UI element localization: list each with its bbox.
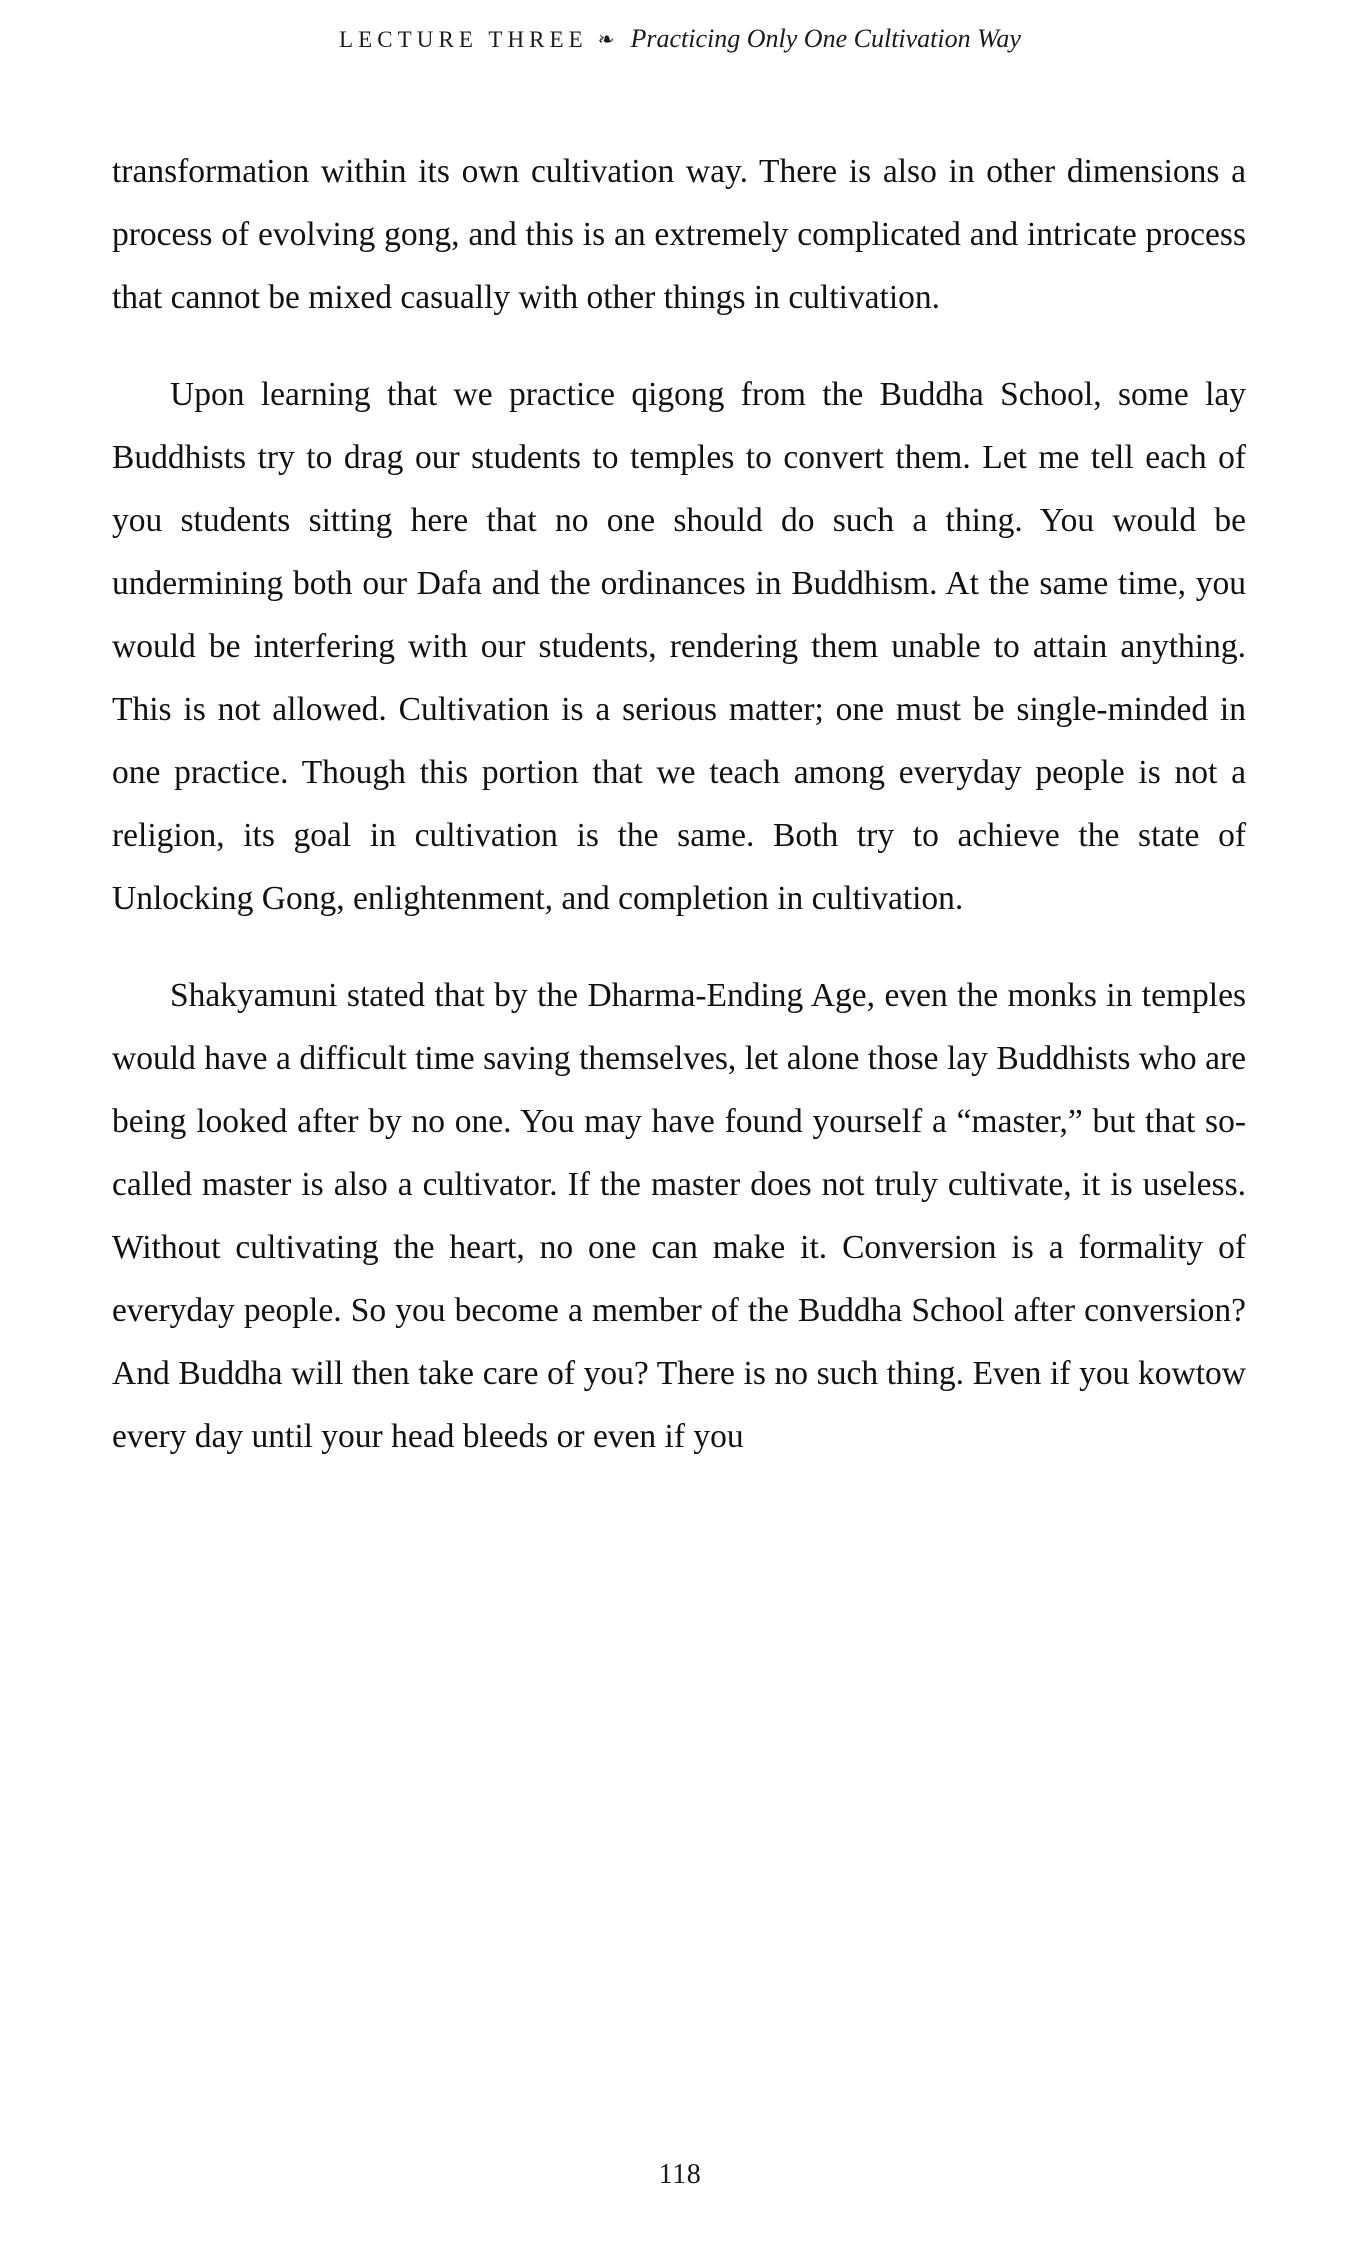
paragraph: Upon learning that we practice qigong from the Buddha School, some lay Buddhists try to drag our students to temples to convert them. Let me tell each of you students sitting here that no one should do such a thing. You would be undermining both our Dafa and the ordinances in Buddhism. At the same time, you would be interfering with our students, rendering them unable to attain anything. This is not allowed. Cultivation is a serious matter; one must be single-minded in one practice. Though this portion that we teach among everyday people is not a religion, its goal in cultivation is the same. Both try to achieve the state of Unlocking Gong, enlightenment, and completion in cultivation. (112, 376, 1246, 917)
running-head-lecture-label: LECTURE THREE (339, 27, 588, 52)
running-head-chapter-title: Practicing Only One Cultivation Way (630, 24, 1021, 53)
paragraph-continued: transformation within its own cultivation way. There is also in other dimensions a process of evolving gong, and this is an extremely complicated and intricate process that cannot be mixed casually with other things in cultivation. (112, 153, 1246, 316)
page-number: 118 (658, 2159, 702, 2190)
paragraph: Shakyamuni stated that by the Dharma-Ending Age, even the monks in temples would have a difficult time saving themselves, let alone those lay Buddhists who are being looked after by no one. You may have found yourself a “master,” but that so-called master is also a cultivator. If the master does not truly cultivate, it is useless. Without cultivating the heart, no one can make it. Conversion is a formality of everyday people. So you become a member of the Buddha School after conversion? And Buddha will then take care of you? There is no such thing. Even if you kowtow every day until your head bleeds or even if you (112, 977, 1246, 1455)
running-head (0, 24, 1360, 54)
body-text (112, 140, 1246, 1468)
leaf-ornament-icon: ❧ (597, 29, 615, 51)
